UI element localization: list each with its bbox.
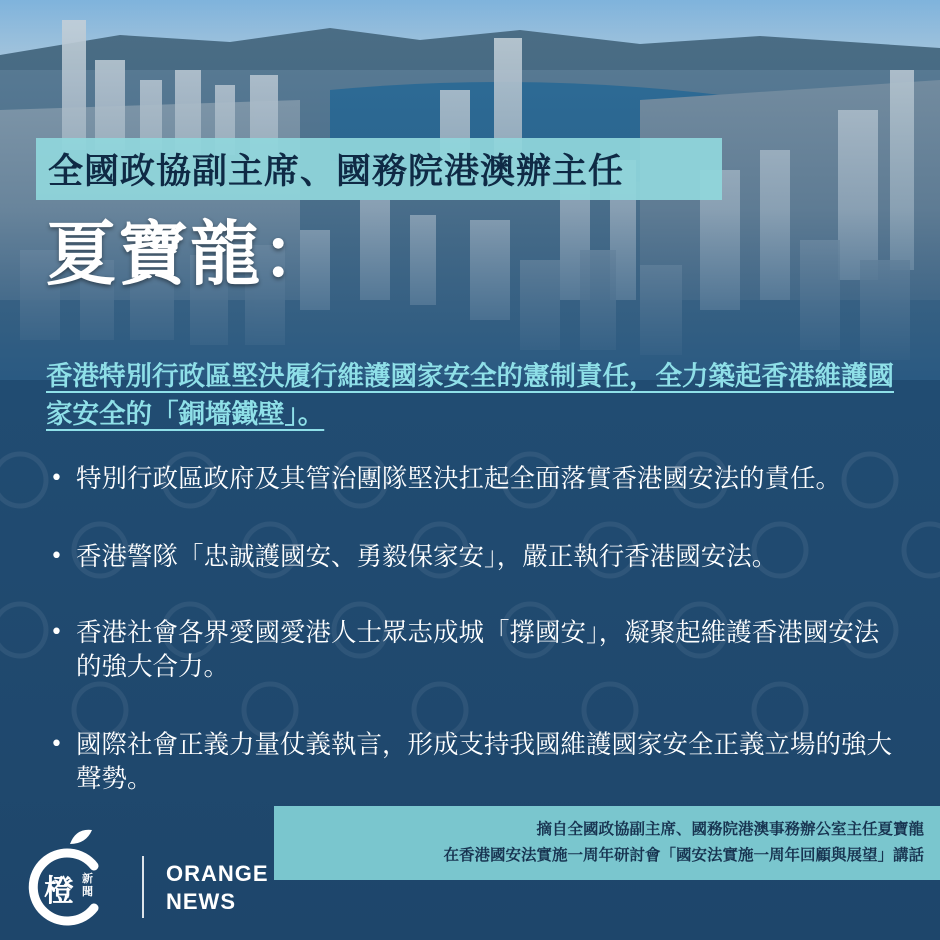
logo-small-text: 新聞 — [82, 872, 93, 898]
brand-line-1: ORANGE — [166, 861, 269, 886]
key-point — [50, 728, 900, 796]
speaker-title: 全國政協副主席、國務院港澳辦主任 — [48, 152, 625, 192]
key-point-text: 香港社會各界愛國愛港人士眾志成城「撐國安」，凝聚起維護香港國安法的強大合力。 — [76, 618, 880, 682]
source-line-2: 在香港國安法實施一周年研討會「國安法實施一周年回顧與展望」講話 — [443, 846, 924, 864]
bullet-icon: • — [50, 732, 63, 757]
key-point — [50, 616, 900, 684]
key-point — [50, 540, 900, 574]
source-line-1: 摘自全國政協副主席、國務院港澳事務辦公室主任夏寶龍 — [536, 820, 924, 838]
source-attribution — [274, 806, 940, 880]
bullet-icon: • — [50, 466, 63, 491]
logo-glyph: 橙 — [44, 874, 74, 909]
key-points-list — [50, 462, 900, 796]
speaker-name: 夏寶龍： — [46, 213, 334, 295]
bullet-icon: • — [50, 620, 63, 645]
lead-statement — [46, 358, 896, 434]
bullet-icon: • — [50, 544, 63, 569]
brand-name — [166, 860, 269, 916]
logo-divider — [142, 856, 144, 918]
orange-news-logo — [18, 826, 269, 926]
key-point-text: 國際社會正義力量仗義執言，形成支持我國維護國家安全正義立場的強大聲勢。 — [76, 730, 893, 794]
key-point-text: 香港警隊「忠誠護國安、勇毅保家安」，嚴正執行香港國安法。 — [76, 542, 778, 572]
key-point — [50, 462, 900, 496]
key-point-text: 特別行政區政府及其管治團隊堅決扛起全面落實香港國安法的責任。 — [76, 464, 842, 494]
brand-line-2: NEWS — [166, 889, 236, 914]
subtitle-banner — [36, 138, 722, 200]
lead-text: 香港特別行政區堅決履行維護國家安全的憲制責任，全力築起香港維護國家安全的「銅墻鐵壁」。 — [46, 361, 894, 430]
